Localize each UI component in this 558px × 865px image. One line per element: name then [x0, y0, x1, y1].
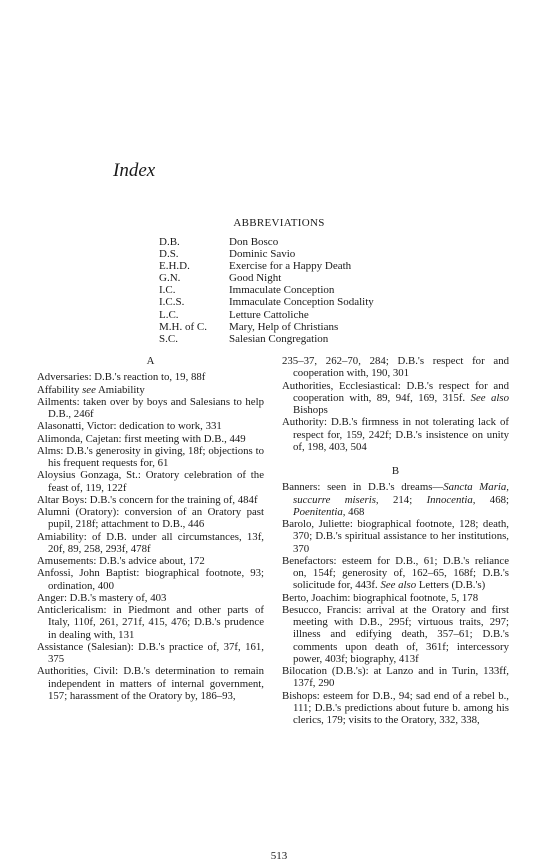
index-entry: Bilocation (D.B.'s): at Lanzo and in Turin, 133ff, 137f, 290	[282, 665, 509, 690]
index-entry: Altar Boys: D.B.'s concern for the training of, 484f	[37, 493, 258, 506]
abbreviation-row	[159, 272, 374, 284]
abbreviation-code: I.C.S.	[159, 296, 185, 309]
index-entry: Ailments: taken over by boys and Salesians to help D.B., 246f	[37, 395, 264, 420]
abbreviation-row	[159, 309, 374, 321]
abbreviation-row	[159, 284, 374, 296]
abbreviations-table	[159, 236, 374, 345]
page-number: 513	[270, 850, 288, 862]
abbreviation-row	[159, 333, 374, 345]
abbreviation-row	[159, 296, 374, 308]
abbreviation-code: S.C.	[159, 332, 178, 345]
index-entry: Alms: D.B.'s generosity in giving, 18f; objections to his frequent requests for, 61	[37, 444, 264, 469]
index-entry: Berto, Joachim: biographical footnote, 5, 178	[282, 591, 479, 604]
index-entry: Besucco, Francis: arrival at the Oratory and first meeting with D.B., 295f; virtuous traits, 297; illness and edifying death, 357–61; D.B.'s comments upon death of, 361f; intercessory power, 403f; biography, 413f	[282, 603, 509, 665]
abbreviation-row	[159, 321, 374, 333]
abbreviation-row	[159, 236, 374, 248]
abbreviation-meaning: Exercise for a Happy Death	[229, 260, 352, 273]
abbreviation-code: D.S.	[159, 248, 179, 261]
index-entry: Adversaries: D.B.'s reaction to, 19, 88f	[37, 371, 206, 384]
index-entry: Aloysius Gonzaga, St.: Oratory celebration of the feast of, 119, 122f	[37, 469, 264, 494]
index-entry: Amusements: D.B.'s advice about, 172	[37, 555, 205, 567]
abbreviation-meaning: Mary, Help of Christians	[229, 320, 339, 333]
abbreviation-code: M.H. of C.	[159, 320, 207, 333]
section-letter-b: B	[391, 465, 400, 477]
abbreviation-code: G.N.	[159, 272, 181, 285]
abbreviation-meaning: Dominic Savio	[229, 248, 296, 261]
index-entry: Banners: seen in D.B.'s dreams—Sancta Maria, succurre miseris, 214; Innocentia, 468; Poenitentia, 468	[282, 481, 509, 518]
abbreviation-meaning: Salesian Congregation	[229, 332, 329, 345]
index-entry: Affability see Amiability	[37, 383, 145, 396]
index-entry: Anticlericalism: in Piedmont and other parts of Italy, 110f, 261, 271f, 415, 476; D.B.'s prudence in dealing with, 131	[37, 604, 264, 641]
index-entry: Alimonda, Cajetan: first meeting with D.B., 449	[37, 432, 246, 445]
abbreviation-meaning: Immaculate Conception	[229, 284, 335, 297]
index-entry: Alasonatti, Victor: dedication to work, 331	[37, 420, 222, 433]
index-entry: Authorities, Ecclesiastical: D.B.'s respect for and cooperation with, 89, 94f, 169, 315f. See also Bishops	[282, 379, 509, 416]
index-entry: Benefactors: esteem for D.B., 61; D.B.'s reliance on, 154f; generosity of, 162–65, 168f; D.B.'s solicitude for, 443f. See also Letters (D.B.'s)	[282, 554, 509, 592]
abbreviation-meaning: Good Night	[229, 272, 282, 285]
index-column-left	[37, 355, 264, 702]
index-entry: Alumni (Oratory): conversion of an Oratory past pupil, 218f; attachment to D.B., 446	[37, 506, 264, 531]
abbreviation-code: I.C.	[159, 284, 176, 297]
abbreviation-meaning: Don Bosco	[229, 236, 279, 248]
index-entry: Bishops: esteem for D.B., 94; sad end of a rebel b., 111; D.B.'s predictions about future b. among his clerics, 179; visits to the Oratory, 332, 338,	[282, 689, 509, 726]
index-entry: Barolo, Juliette: biographical footnote, 128; death, 370; D.B.'s spiritual assistance to her institutions, 370	[282, 518, 509, 555]
index-entry-continued: 235–37, 262–70, 284; D.B.'s respect for and cooperation with, 190, 301	[282, 355, 509, 380]
index-entry: Anfossi, John Baptist: biographical footnote, 93; ordination, 400	[37, 567, 264, 592]
abbreviation-meaning: Letture Cattoliche	[229, 308, 309, 321]
index-entry: Anger: D.B.'s mastery of, 403	[37, 591, 167, 604]
index-entry: Amiability: of D.B. under all circumstances, 13f, 20f, 89, 258, 293f, 478f	[37, 530, 264, 555]
abbreviation-code: E.H.D.	[159, 260, 190, 273]
index-entry: Authorities, Civil: D.B.'s determination to remain independent in matters of internal government, 157; harassment of the Oratory by, 186–93,	[37, 665, 264, 702]
abbreviation-code: L.C.	[159, 308, 179, 321]
index-entry: Authority: D.B.'s firmness in not tolerating lack of respect for, 159, 242f; D.B.'s insistence on unity of, 198, 403, 504	[282, 416, 509, 453]
abbreviations-heading: ABBREVIATIONS	[233, 217, 325, 229]
index-entry: Assistance (Salesian): D.B.'s practice of, 37f, 161, 375	[37, 640, 264, 665]
index-title: Index	[113, 160, 156, 181]
index-column-right	[282, 355, 509, 726]
abbreviation-meaning: Immaculate Conception Sodality	[229, 296, 374, 309]
abbreviation-code: D.B.	[159, 236, 180, 248]
abbreviation-row	[159, 248, 374, 260]
abbreviation-row	[159, 260, 374, 272]
section-letter-a: A	[146, 355, 155, 367]
